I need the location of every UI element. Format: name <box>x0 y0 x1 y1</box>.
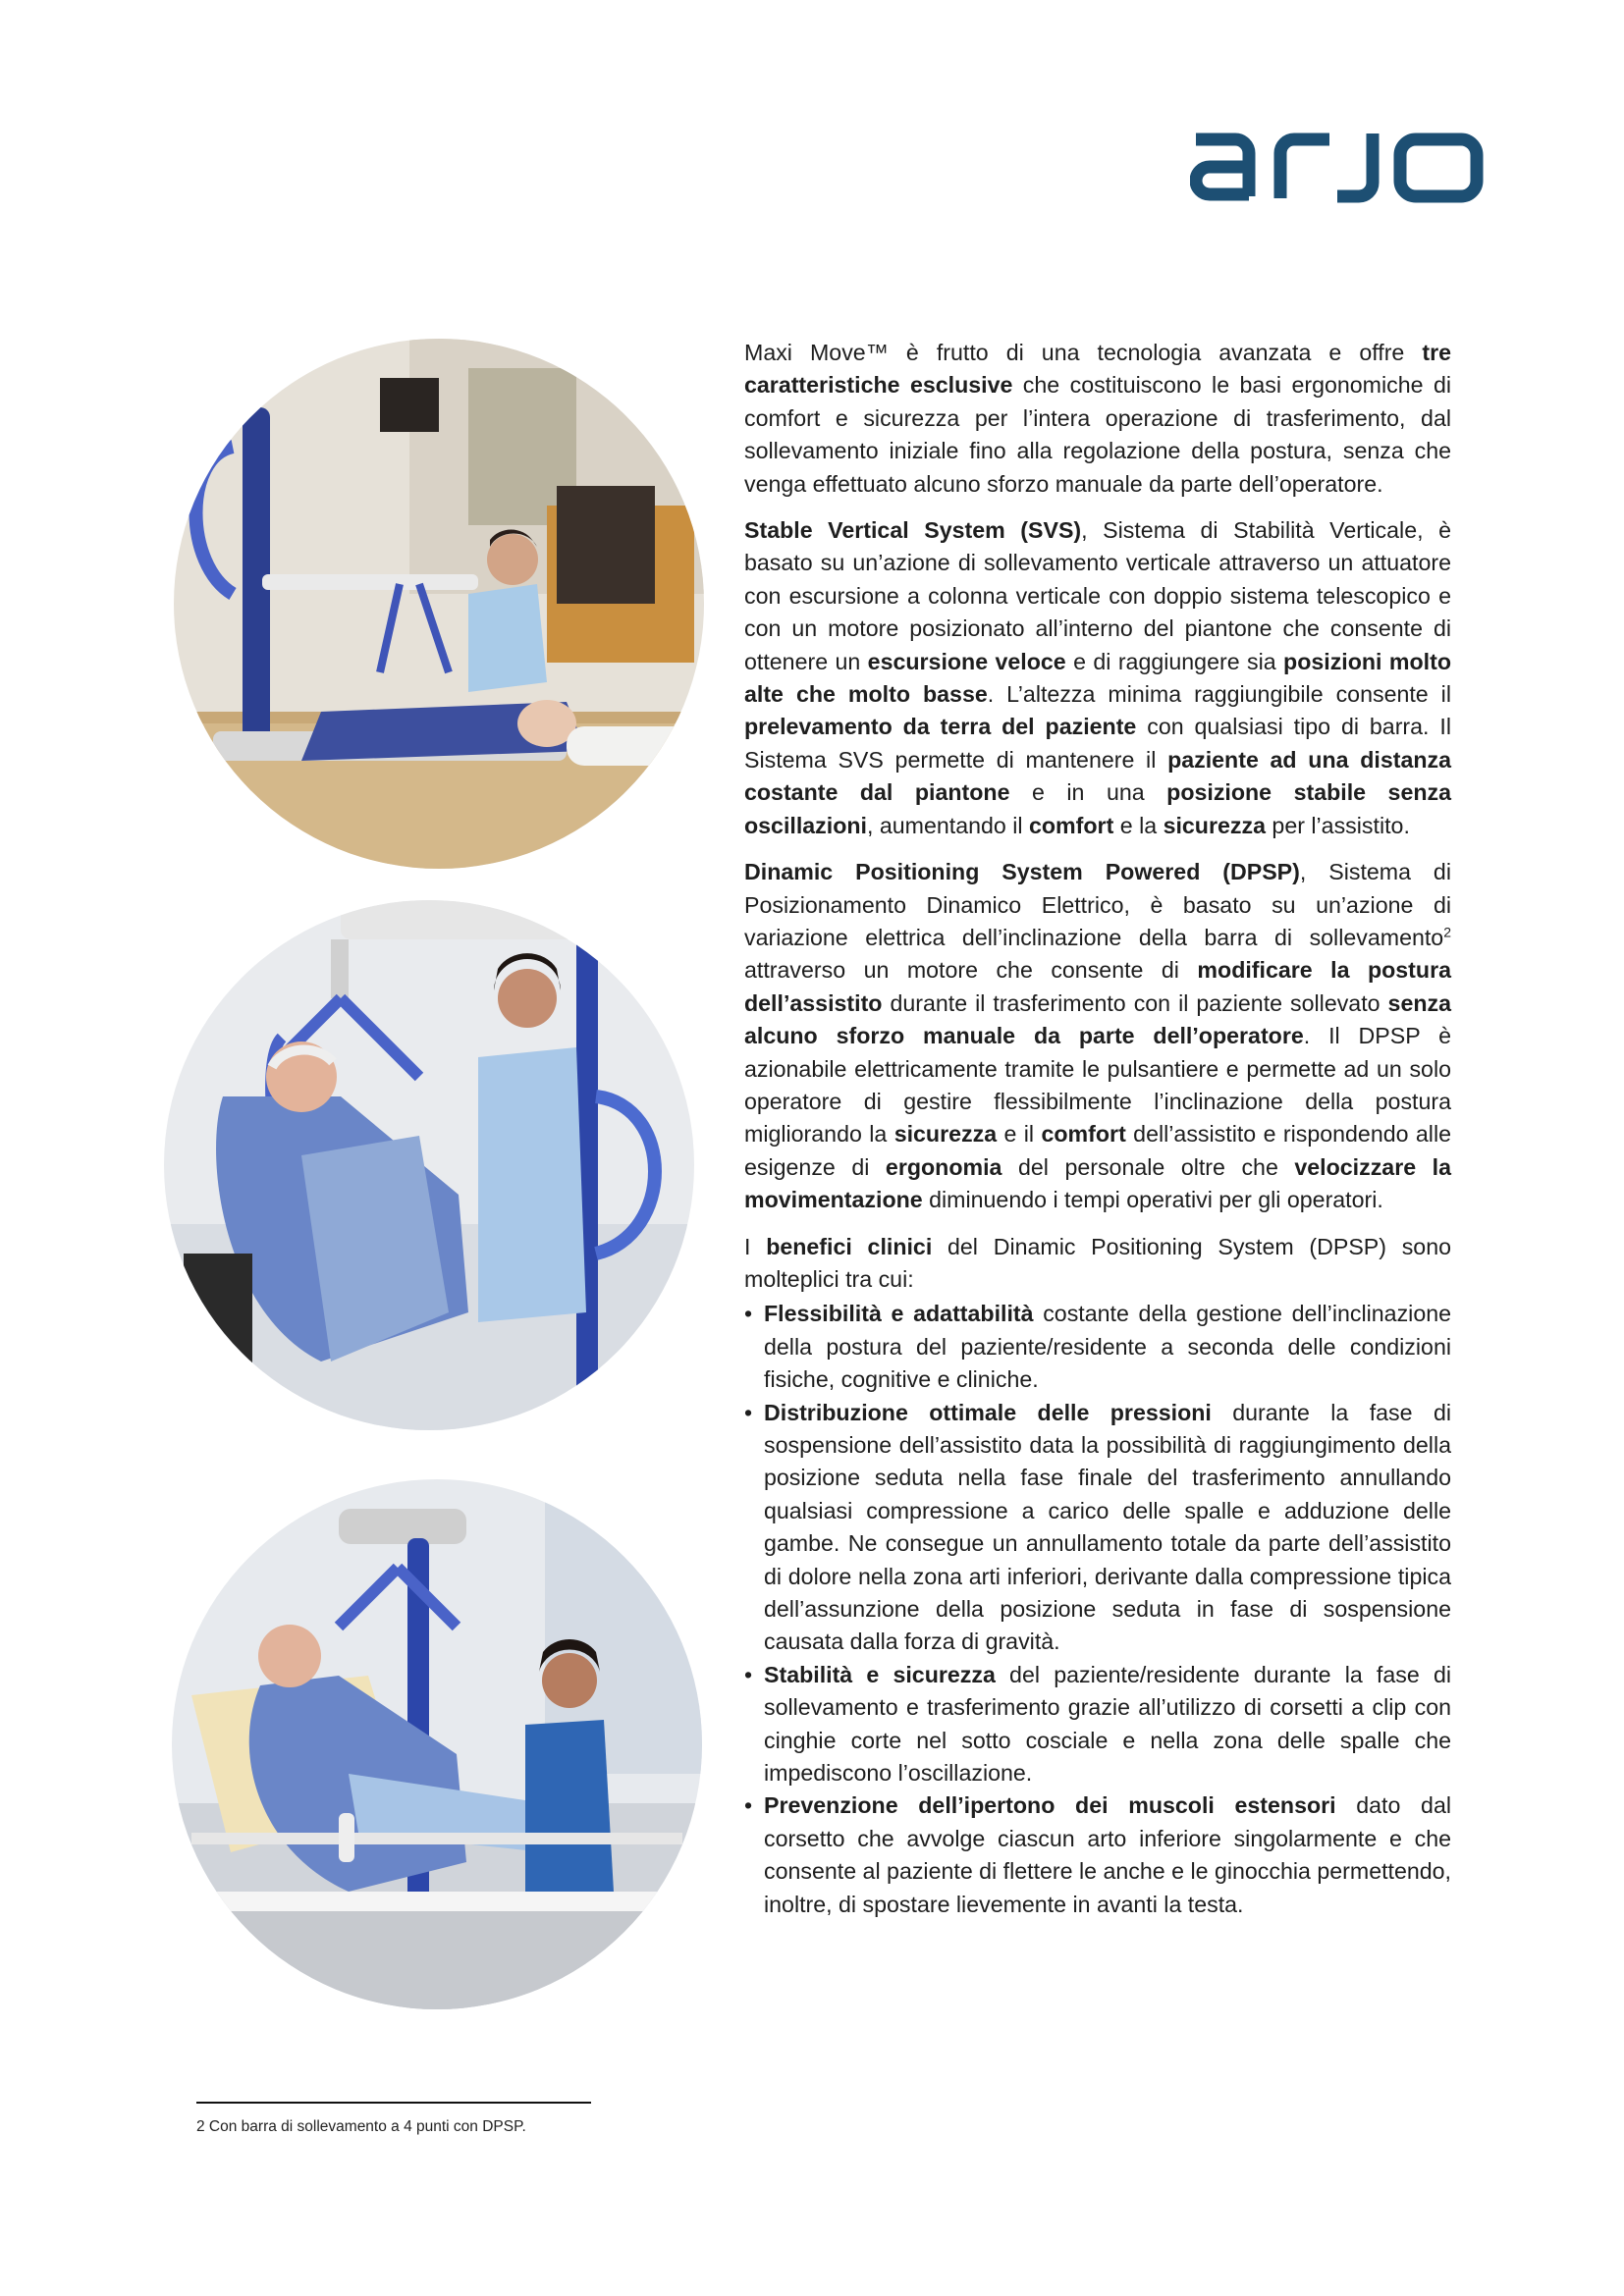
photo-1-illustration <box>174 339 704 869</box>
text-run: . Il DPSP è azionabile elettricamente tramite le pulsantiere e permette ad un solo operatore di gestire flessibilmente l’inclinazione della postura migliorando la <box>744 1023 1452 1148</box>
text-run: durante il trasferimento con il paziente sollevato <box>882 989 1388 1016</box>
text-run: , Sistema di Stabilità Verticale, è basato su un’azione di sollevamento verticale attraverso un attuatore con escursione a colonna verticale con doppio sistema telescopico e con un motore posizionato all’interno del piantone che consente di ottenere un <box>744 517 1452 674</box>
text-run: I <box>744 1233 767 1259</box>
bold-run: velocizzare la movimentazione <box>744 1153 1451 1213</box>
text-run: del paziente/residente durante la fase di sollevamento e trasferimento grazie all’utilizzo di corsetti a clip con cinghie corte nel sotto cosciale e nella zona delle spalle che impediscono l’oscillazione. <box>764 1661 1451 1787</box>
paragraph-benefits-intro <box>744 1231 1451 1297</box>
bold-run: posizione stabile senza oscillazioni <box>744 779 1451 838</box>
footnote-divider <box>196 2102 591 2104</box>
text-run: e di raggiungere sia <box>1065 648 1284 674</box>
text-run: , aumentando il <box>866 812 1029 838</box>
text-run: durante la fase di sospensione dell’assistito data la possibilità di raggiungimento della posizione seduta nella fase finale del trasferimento annullando qualsiasi compressione a carico delle spalle e adduzione delle gambe. Ne consegue un annullamento totale da parte dell’assistito di dolore nella zona arti inferiori, derivante dalla compressione tipica dell’assunzione della posizione seduta in fase di sospensione causata dalla forza di gravità. <box>764 1399 1451 1655</box>
photo-caregiver-floor-lift <box>174 339 704 869</box>
bold-run: escursione veloce <box>867 648 1066 674</box>
footnote: 2 Con barra di sollevamento a 4 punti con DPSP. <box>196 2118 526 2135</box>
photo-caregiver-bed-transfer <box>172 1479 702 2009</box>
text-run: dell’assistito e rispondendo alle esigenze di <box>744 1121 1451 1180</box>
bold-run: Stabilità e sicurezza <box>764 1661 996 1687</box>
text-run: con qualsiasi tipo di barra. Il Sistema SVS permette di mantenere il <box>744 714 1451 773</box>
text-run: e la <box>1113 812 1164 838</box>
bold-run: benefici clinici <box>766 1233 933 1259</box>
bold-run: sicurezza <box>893 1121 998 1148</box>
text-run: del personale oltre che <box>1001 1153 1295 1180</box>
bold-run: comfort <box>1041 1121 1126 1148</box>
text-run: diminuendo i tempi operativi per gli operatori. <box>922 1187 1383 1213</box>
bold-run: Flessibilità e adattabilità <box>764 1301 1034 1327</box>
text-run: dato dal corsetto che avvolge ciascun arto inferiore singolarmente e che consente al paziente di flettere le anche e le ginocchia permettendo, inoltre, di spostare lievemente in avanti la testa. <box>764 1792 1451 1917</box>
bold-run: sicurezza <box>1163 812 1266 838</box>
bold-run: modificare la postura dell’assistito <box>744 957 1451 1016</box>
body-text-column <box>744 337 1451 1921</box>
text-run: che costituiscono le basi ergonomiche di comfort e sicurezza per l’intera operazione di trasferimento, dal sollevamento iniziale fino alla regolazione della postura, senza che venga effettuato alcuno sforzo manuale da parte dell’operatore. <box>744 372 1451 497</box>
list-item <box>744 1789 1451 1921</box>
photo-caregiver-seated-patient <box>164 900 694 1430</box>
bold-run: ergonomia <box>885 1153 1002 1180</box>
photo-2-illustration <box>164 900 694 1430</box>
bold-run: senza alcuno sforzo manuale da parte dell’operatore <box>744 989 1451 1049</box>
bold-run: Prevenzione dell’ipertono dei muscoli estensori <box>764 1792 1336 1819</box>
bold-run: paziente ad una distanza costante dal piantone <box>744 746 1451 806</box>
benefits-list <box>744 1298 1451 1921</box>
bold-run: Distribuzione ottimale delle pressioni <box>764 1399 1212 1425</box>
bold-run: tre caratteristiche esclusive <box>744 340 1451 399</box>
bold-run: Stable Vertical System (SVS) <box>744 517 1082 544</box>
text-run: e in una <box>1009 779 1167 806</box>
text-run: Maxi Move™ è frutto di una tecnologia avanzata e offre <box>744 340 1423 365</box>
list-item <box>744 1298 1451 1396</box>
paragraph-svs <box>744 514 1451 842</box>
text-run: costante della gestione dell’inclinazione della postura del paziente/residente a seconda delle condizioni fisiche, cognitive e cliniche. <box>764 1301 1452 1393</box>
text-run: . L’altezza minima raggiungibile consente il <box>987 681 1451 708</box>
list-item <box>744 1397 1451 1659</box>
text-run: , Sistema di Posizionamento Dinamico Elettrico, è basato su un’azione di variazione elettrica dell’inclinazione della barra di sollevamento <box>744 859 1451 950</box>
text-run: e il <box>997 1121 1042 1148</box>
photo-3-illustration <box>172 1479 702 2009</box>
paragraph-dpsp <box>744 856 1451 1216</box>
paragraph-intro <box>744 337 1451 501</box>
text-run: per l’assistito. <box>1265 812 1410 838</box>
text-run: attraverso un motore che consente di <box>744 957 1198 984</box>
list-item <box>744 1659 1451 1790</box>
bold-run: Dinamic Positioning System Powered (DPSP) <box>744 859 1300 885</box>
bold-run: comfort <box>1028 812 1114 838</box>
bold-run: prelevamento da terra del paziente <box>744 714 1137 740</box>
bold-run: posizioni molto alte che molto basse <box>744 648 1452 708</box>
footnote-ref: 2 <box>1443 924 1451 940</box>
arjo-logo-mark <box>1190 126 1485 204</box>
text-run: del Dinamic Positioning System (DPSP) sono molteplici tra cui: <box>744 1233 1451 1292</box>
arjo-logo <box>1190 126 1485 204</box>
